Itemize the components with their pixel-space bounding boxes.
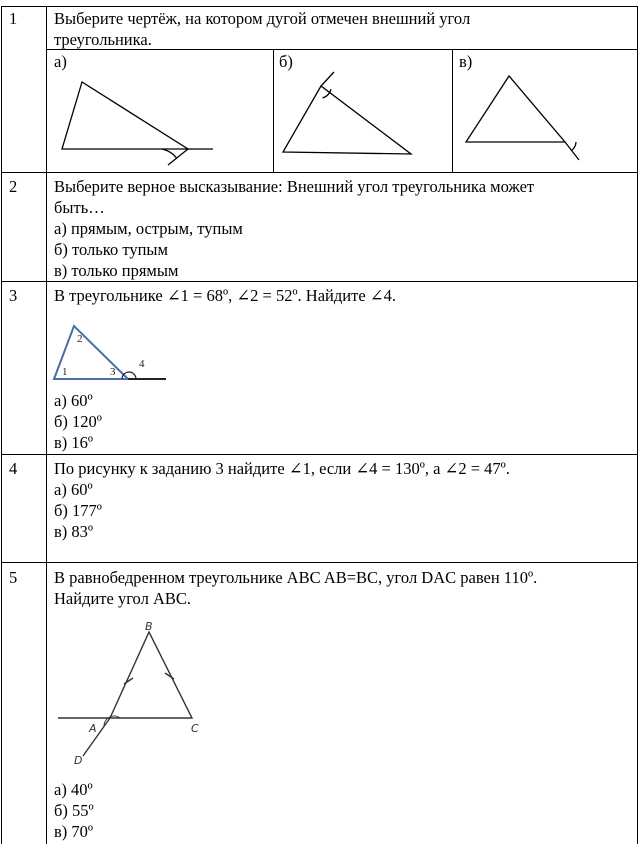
figure-option-c [455, 66, 637, 172]
answer-option: а) 60º [54, 391, 93, 410]
option-label-a: а) [54, 52, 67, 71]
answer-option: б) 120º [54, 412, 102, 431]
question-line: В равнобедренном треугольнике ABC AB=BC, угол DAC равен 110º. [54, 568, 538, 587]
answer-option: б) только тупым [54, 240, 168, 259]
point-label-d: D [74, 754, 83, 767]
angle-label-3: 3 [110, 366, 116, 378]
table-border-top [1, 6, 638, 7]
row-divider [1, 172, 638, 173]
figure-option-b [275, 66, 451, 172]
answer-option: а) 40º [54, 780, 93, 799]
table-column-divider [46, 6, 47, 844]
answer-option: в) 70º [54, 822, 94, 841]
task-number: 3 [9, 286, 18, 305]
task-number: 1 [9, 9, 18, 28]
answer-option: в) только прямым [54, 261, 179, 280]
answer-option: в) 83º [54, 522, 94, 541]
question-line: Выберите чертёж, на котором дугой отмечен внешний угол [54, 9, 471, 28]
answer-option: в) 16º [54, 433, 94, 452]
angle-label-2: 2 [77, 333, 83, 345]
vertex-label-a: A [89, 722, 97, 735]
answer-option: б) 55º [54, 801, 94, 820]
task-number: 2 [9, 177, 18, 196]
question-line: треугольника. [54, 30, 152, 49]
isosceles-triangle-figure [50, 620, 220, 770]
table-border-right [637, 6, 638, 844]
table-border-left [1, 6, 2, 844]
task-number: 5 [9, 568, 18, 587]
answer-option: а) 60º [54, 480, 93, 499]
question-line: По рисунку к заданию 3 найдите ∠1, если ∠4 = 130º, а ∠2 = 47º. [54, 459, 510, 478]
vertex-label-b: B [145, 620, 153, 633]
figure-option-a [50, 72, 272, 172]
question-line: быть… [54, 198, 105, 217]
options-subtable-divider [273, 49, 274, 172]
answer-option: б) 177º [54, 501, 102, 520]
triangle-figure-task-3 [50, 318, 174, 386]
option-label-b: б) [279, 52, 293, 71]
angle-label-4: 4 [139, 358, 145, 370]
row-divider [1, 562, 638, 563]
task-number: 4 [9, 459, 18, 478]
row-divider [1, 281, 638, 282]
angle-label-1: 1 [62, 366, 68, 378]
question-line: Найдите угол ABC. [54, 589, 192, 608]
row-divider [1, 454, 638, 455]
answer-option: а) прямым, острым, тупым [54, 219, 243, 238]
options-subtable-divider [452, 49, 453, 172]
question-line: В треугольнике ∠1 = 68º, ∠2 = 52º. Найдите ∠4. [54, 286, 396, 305]
option-label-c: в) [459, 52, 473, 71]
question-line: Выберите верное высказывание: Внешний угол треугольника может [54, 177, 535, 196]
vertex-label-c: C [191, 722, 199, 735]
